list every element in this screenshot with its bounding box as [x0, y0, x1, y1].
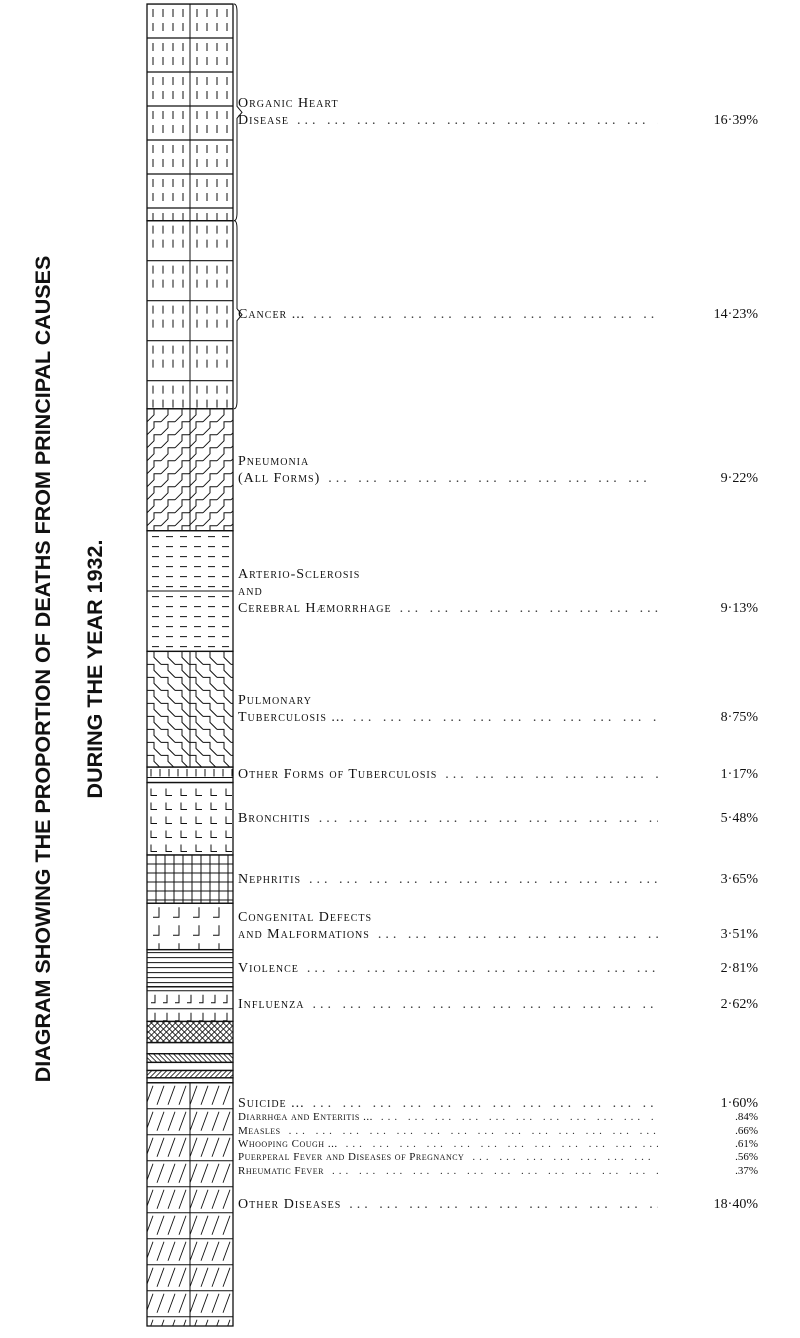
cause-percentage: 9·22% [720, 470, 758, 486]
cause-percentage: .56% [735, 1151, 758, 1164]
leader-dots [472, 1151, 658, 1164]
cause-percentage: 9·13% [720, 600, 758, 616]
cause-label [238, 1165, 758, 1178]
cause-name: Other Diseases [238, 1196, 342, 1212]
cause-name: Other Forms of Tuberculosis [238, 767, 438, 783]
cause-name: (All Forms) [238, 470, 321, 486]
cause-percentage: 16·39% [713, 113, 758, 129]
cause-name: Diarrhœa and Enteritis ... [238, 1111, 373, 1124]
cause-name: Suicide ... [238, 1096, 305, 1111]
cause-percentage: .84% [735, 1111, 758, 1124]
cause-label [238, 871, 758, 888]
leader-dots [313, 306, 658, 323]
cause-name: Arterio-Sclerosis [238, 566, 361, 582]
leader-dots [332, 1165, 658, 1178]
cause-name: Pneumonia [238, 453, 310, 469]
cause-percentage: .61% [735, 1137, 758, 1150]
cause-percentage: 1·17% [720, 767, 758, 783]
cause-label [238, 306, 758, 323]
cause-percentage: 2·62% [720, 996, 758, 1012]
cause-name: Cerebral Hæmorrhage [238, 600, 392, 616]
cause-name: Measles [238, 1124, 281, 1137]
leader-dots [313, 1095, 658, 1112]
cause-percentage: 3·65% [720, 871, 758, 887]
cause-name: Disease [238, 113, 290, 129]
leader-dots [445, 766, 658, 783]
leader-dots [346, 1138, 658, 1151]
cause-label [238, 1138, 758, 1151]
leader-dots [353, 709, 658, 726]
cause-label [238, 1196, 758, 1213]
cause-name: Violence [238, 960, 299, 976]
cause-percentage: 8·75% [720, 710, 758, 726]
cause-label [238, 1095, 758, 1112]
cause-label [238, 1125, 758, 1138]
cause-name: Congenital Defects [238, 910, 373, 926]
leader-dots [328, 470, 658, 487]
leader-dots [297, 112, 658, 129]
cause-percentage: .37% [735, 1164, 758, 1177]
cause-name: Pulmonary [238, 693, 313, 709]
leader-dots [349, 1196, 658, 1213]
cause-name: Rheumatic Fever [238, 1164, 324, 1177]
cause-name: Bronchitis [238, 811, 311, 827]
cause-percentage: 1·60% [720, 1096, 758, 1111]
cause-label [238, 766, 758, 783]
cause-label [238, 810, 758, 827]
leader-dots [312, 996, 658, 1013]
cause-name: Puerperal Fever and Diseases of Pregnancy [238, 1151, 465, 1164]
cause-percentage: .66% [735, 1124, 758, 1137]
cause-label [238, 996, 758, 1013]
cause-label [238, 960, 758, 977]
cause-label [238, 1111, 758, 1124]
cause-label [238, 1151, 758, 1164]
leader-dots [289, 1125, 658, 1138]
cause-name: Tuberculosis ... [238, 710, 345, 726]
title-line-2: DURING THE YEAR 1932. [83, 539, 107, 799]
cause-label [238, 95, 758, 129]
cause-percentage: 2·81% [720, 960, 758, 976]
cause-name: Influenza [238, 996, 305, 1012]
cause-name: and [238, 583, 263, 599]
leader-dots [400, 600, 658, 617]
cause-label [238, 453, 758, 487]
cause-name: Nephritis [238, 871, 302, 887]
cause-name: Whooping Cough ... [238, 1137, 338, 1150]
cause-label [238, 566, 758, 617]
cause-name: and Malformations [238, 927, 370, 943]
leader-dots [378, 926, 658, 943]
cause-label [238, 692, 758, 726]
cause-label [238, 909, 758, 943]
leader-dots [307, 960, 658, 977]
cause-percentage: 3·51% [720, 927, 758, 943]
cause-percentage: 18·40% [713, 1196, 758, 1212]
leader-dots [319, 810, 658, 827]
cause-name: Cancer ... [238, 307, 306, 323]
cause-percentage: 5·48% [720, 811, 758, 827]
leader-dots [381, 1111, 658, 1124]
cause-percentage: 14·23% [713, 307, 758, 323]
leader-dots [309, 871, 658, 888]
cause-name: Organic Heart [238, 96, 339, 112]
title-line-1: DIAGRAM SHOWING THE PROPORTION OF DEATHS FROM PRINCIPAL CAUSES [31, 255, 55, 1083]
